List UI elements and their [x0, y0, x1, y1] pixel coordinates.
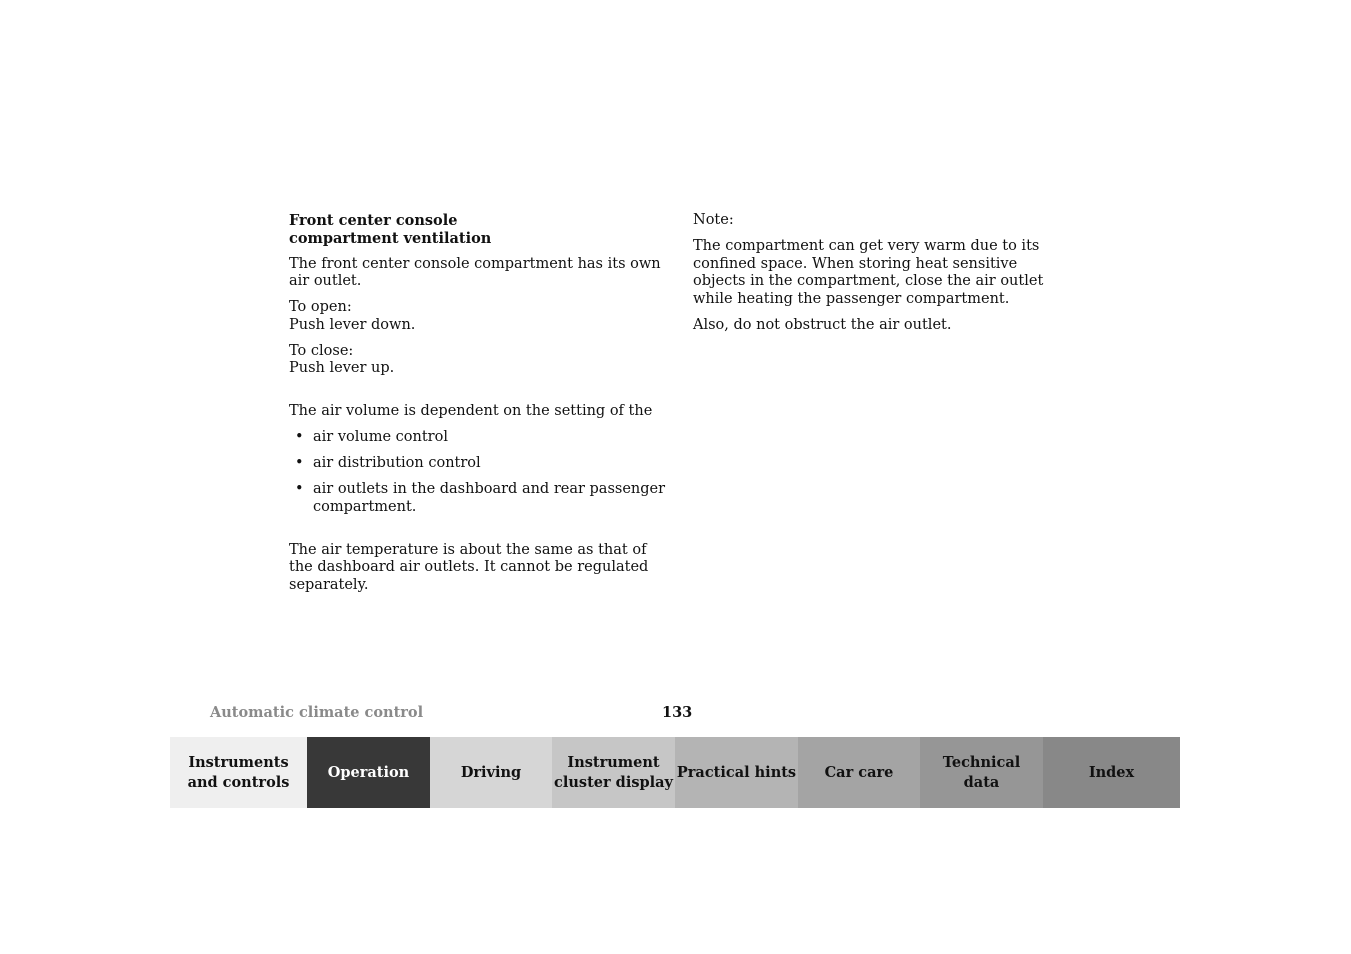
section-heading-line2: compartment ventilation	[289, 229, 492, 247]
close-label: To close:	[289, 342, 354, 359]
tab-index[interactable]	[1043, 737, 1180, 808]
tab-label: Driving	[460, 763, 522, 781]
left-column	[289, 212, 669, 603]
tab-operation[interactable]	[307, 737, 430, 808]
tab-label: Index	[1088, 763, 1135, 781]
air-temperature-paragraph: The air temperature is about the same as that of the dashboard air outlets. It cannot be regulated separately.	[289, 541, 649, 593]
tab-car-care[interactable]	[798, 737, 920, 808]
tab-label: Operation	[327, 763, 410, 781]
tab-label: Instruments and controls	[187, 753, 290, 791]
air-volume-intro: The air volume is dependent on the setting of the	[289, 403, 653, 419]
tab-technical-data[interactable]	[920, 737, 1043, 808]
open-instruction	[289, 299, 669, 334]
list-item: • air distribution control	[289, 455, 669, 473]
note-paragraph-2: Also, do not obstruct the air outlet.	[693, 316, 952, 333]
close-text: Push lever up.	[289, 360, 395, 376]
tab-instruments-and-controls[interactable]	[170, 737, 307, 808]
list-item: • air outlets in the dashboard and rear passenger compartment.	[289, 481, 669, 516]
open-text: Push lever down.	[289, 316, 416, 333]
tab-label: Technical data	[942, 753, 1021, 791]
tab-practical-hints[interactable]	[675, 737, 798, 808]
note-label: Note:	[693, 212, 734, 228]
note-paragraph: The compartment can get very warm due to its confined space. When storing heat sensitive objects in the compartment, close the air outlet while heating the passenger compartment.	[693, 238, 1044, 307]
chapter-tab-bar	[170, 737, 1180, 808]
tab-label: Car care	[824, 763, 894, 781]
tab-instrument-cluster-display[interactable]	[552, 737, 675, 808]
section-heading	[289, 212, 669, 247]
page-number: 133	[662, 704, 693, 721]
tab-label: Instrument cluster display	[554, 753, 673, 791]
air-volume-list	[289, 429, 669, 516]
open-label: To open:	[289, 299, 352, 315]
list-item: • air volume control	[289, 429, 669, 447]
intro-paragraph: The front center console compartment has its own air outlet.	[289, 255, 661, 289]
section-heading-line1: Front center console	[289, 212, 458, 229]
close-instruction	[289, 343, 669, 378]
tab-driving[interactable]	[430, 737, 552, 808]
tab-label: Practical hints	[676, 763, 797, 781]
right-column	[693, 212, 1073, 343]
footer-section-title: Automatic climate control	[210, 704, 424, 721]
